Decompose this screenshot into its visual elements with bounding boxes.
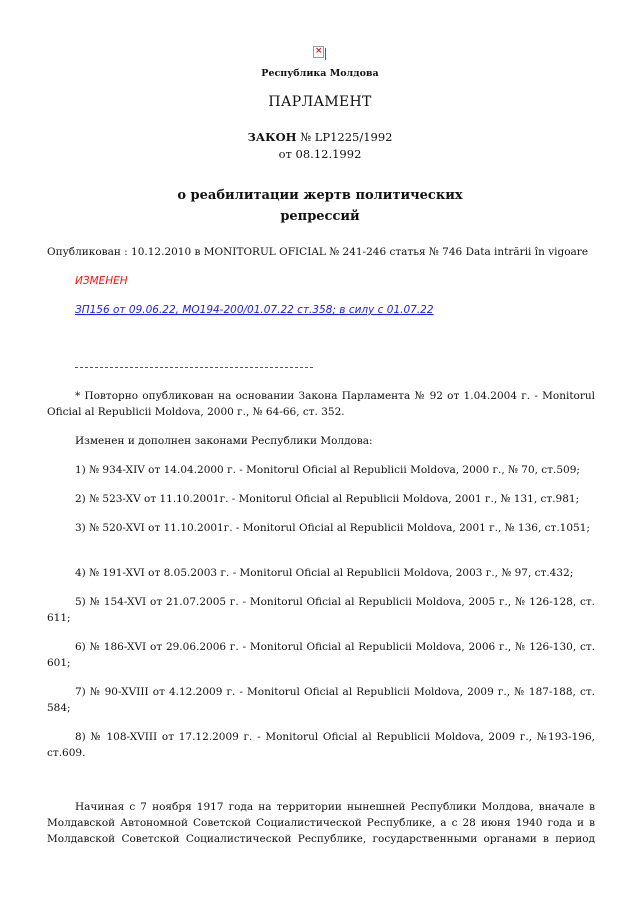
amendment-item: 7) № 90-XVIII от 4.12.2009 г. - Monitorul Oficial al Republicii Moldova, 2009 г., № 187-188, ст. 584;	[47, 686, 595, 714]
law-number-value: № LP1225/1992	[300, 130, 393, 144]
amendment-link[interactable]: ЗП156 от 09.06.22, MO194-200/01.07.22 ст.358; в силу с 01.07.22	[75, 304, 434, 316]
law-title-line2: репрессий	[280, 209, 360, 224]
broken-image-icon: ×	[315, 46, 323, 56]
law-date: от 08.12.1992	[278, 147, 362, 161]
amendment-item: 2) № 523-XV от 11.10.2001г. - Monitorul Oficial al Republicii Moldova, 2001 г., № 131, ст.981;	[75, 493, 580, 505]
republic-name: Республика Молдова	[261, 68, 379, 79]
modified-status: ИЗМЕНЕН	[75, 275, 128, 287]
amendment-item: 6) № 186-XVI от 29.06.2006 г. - Monitorul Oficial al Republicii Moldova, 2006 г., № 126-130, ст. 601;	[47, 641, 595, 669]
separator-line	[75, 367, 313, 368]
law-label: ЗАКОН	[247, 130, 297, 144]
law-title	[0, 185, 640, 227]
amended-intro: Изменен и дополнен законами Республики Молдова:	[75, 435, 373, 447]
amendment-item: 5) № 154-XVI от 21.07.2005 г. - Monitorul Oficial al Republicii Moldova, 2005 г., № 126-128, ст. 611;	[47, 596, 595, 624]
amendment-item: 8) № 108-XVIII от 17.12.2009 г. - Monitorul Oficial al Republicii Moldova, 2009 г., №193-196, ст.609.	[47, 731, 595, 759]
amendment-item: 1) № 934-XIV от 14.04.2000 г. - Monitorul Oficial al Republicii Moldova, 2000 г., № 70, ст.509;	[75, 464, 580, 476]
amendment-item: 4) № 191-XVI от 8.05.2003 г. - Monitorul Oficial al Republicii Moldova, 2003 г., № 97, ст.432;	[75, 567, 574, 579]
preamble-paragraph: Начиная с 7 ноября 1917 года на территории нынешней Республики Молдова, вначале в Молдавской Автономной Советской Социалистической Республике, а с 28 июня 1940 года и в Молдавской Советской Социалистической Республике, государственными органами в период	[47, 801, 595, 845]
law-number	[0, 130, 640, 144]
amendment-item: 3) № 520-XVI от 11.10.2001г. - Monitorul Oficial al Republicii Moldova, 2001 г., № 136, ст.1051;	[75, 522, 590, 534]
publication-info: Опубликован : 10.12.2010 в MONITORUL OFICIAL № 241-246 статья № 746 Data intrării în vigoare	[47, 246, 589, 258]
republished-note: * Повторно опубликован на основании Закона Парламента № 92 от 1.04.2004 г. - Monitorul Oficial al Republicii Moldova, 2000 г., № 64-66, ст. 352.	[47, 390, 595, 418]
issuer-name: ПАРЛАМЕНТ	[268, 94, 372, 110]
law-title-line1: о реабилитации жертв политических	[177, 188, 463, 203]
